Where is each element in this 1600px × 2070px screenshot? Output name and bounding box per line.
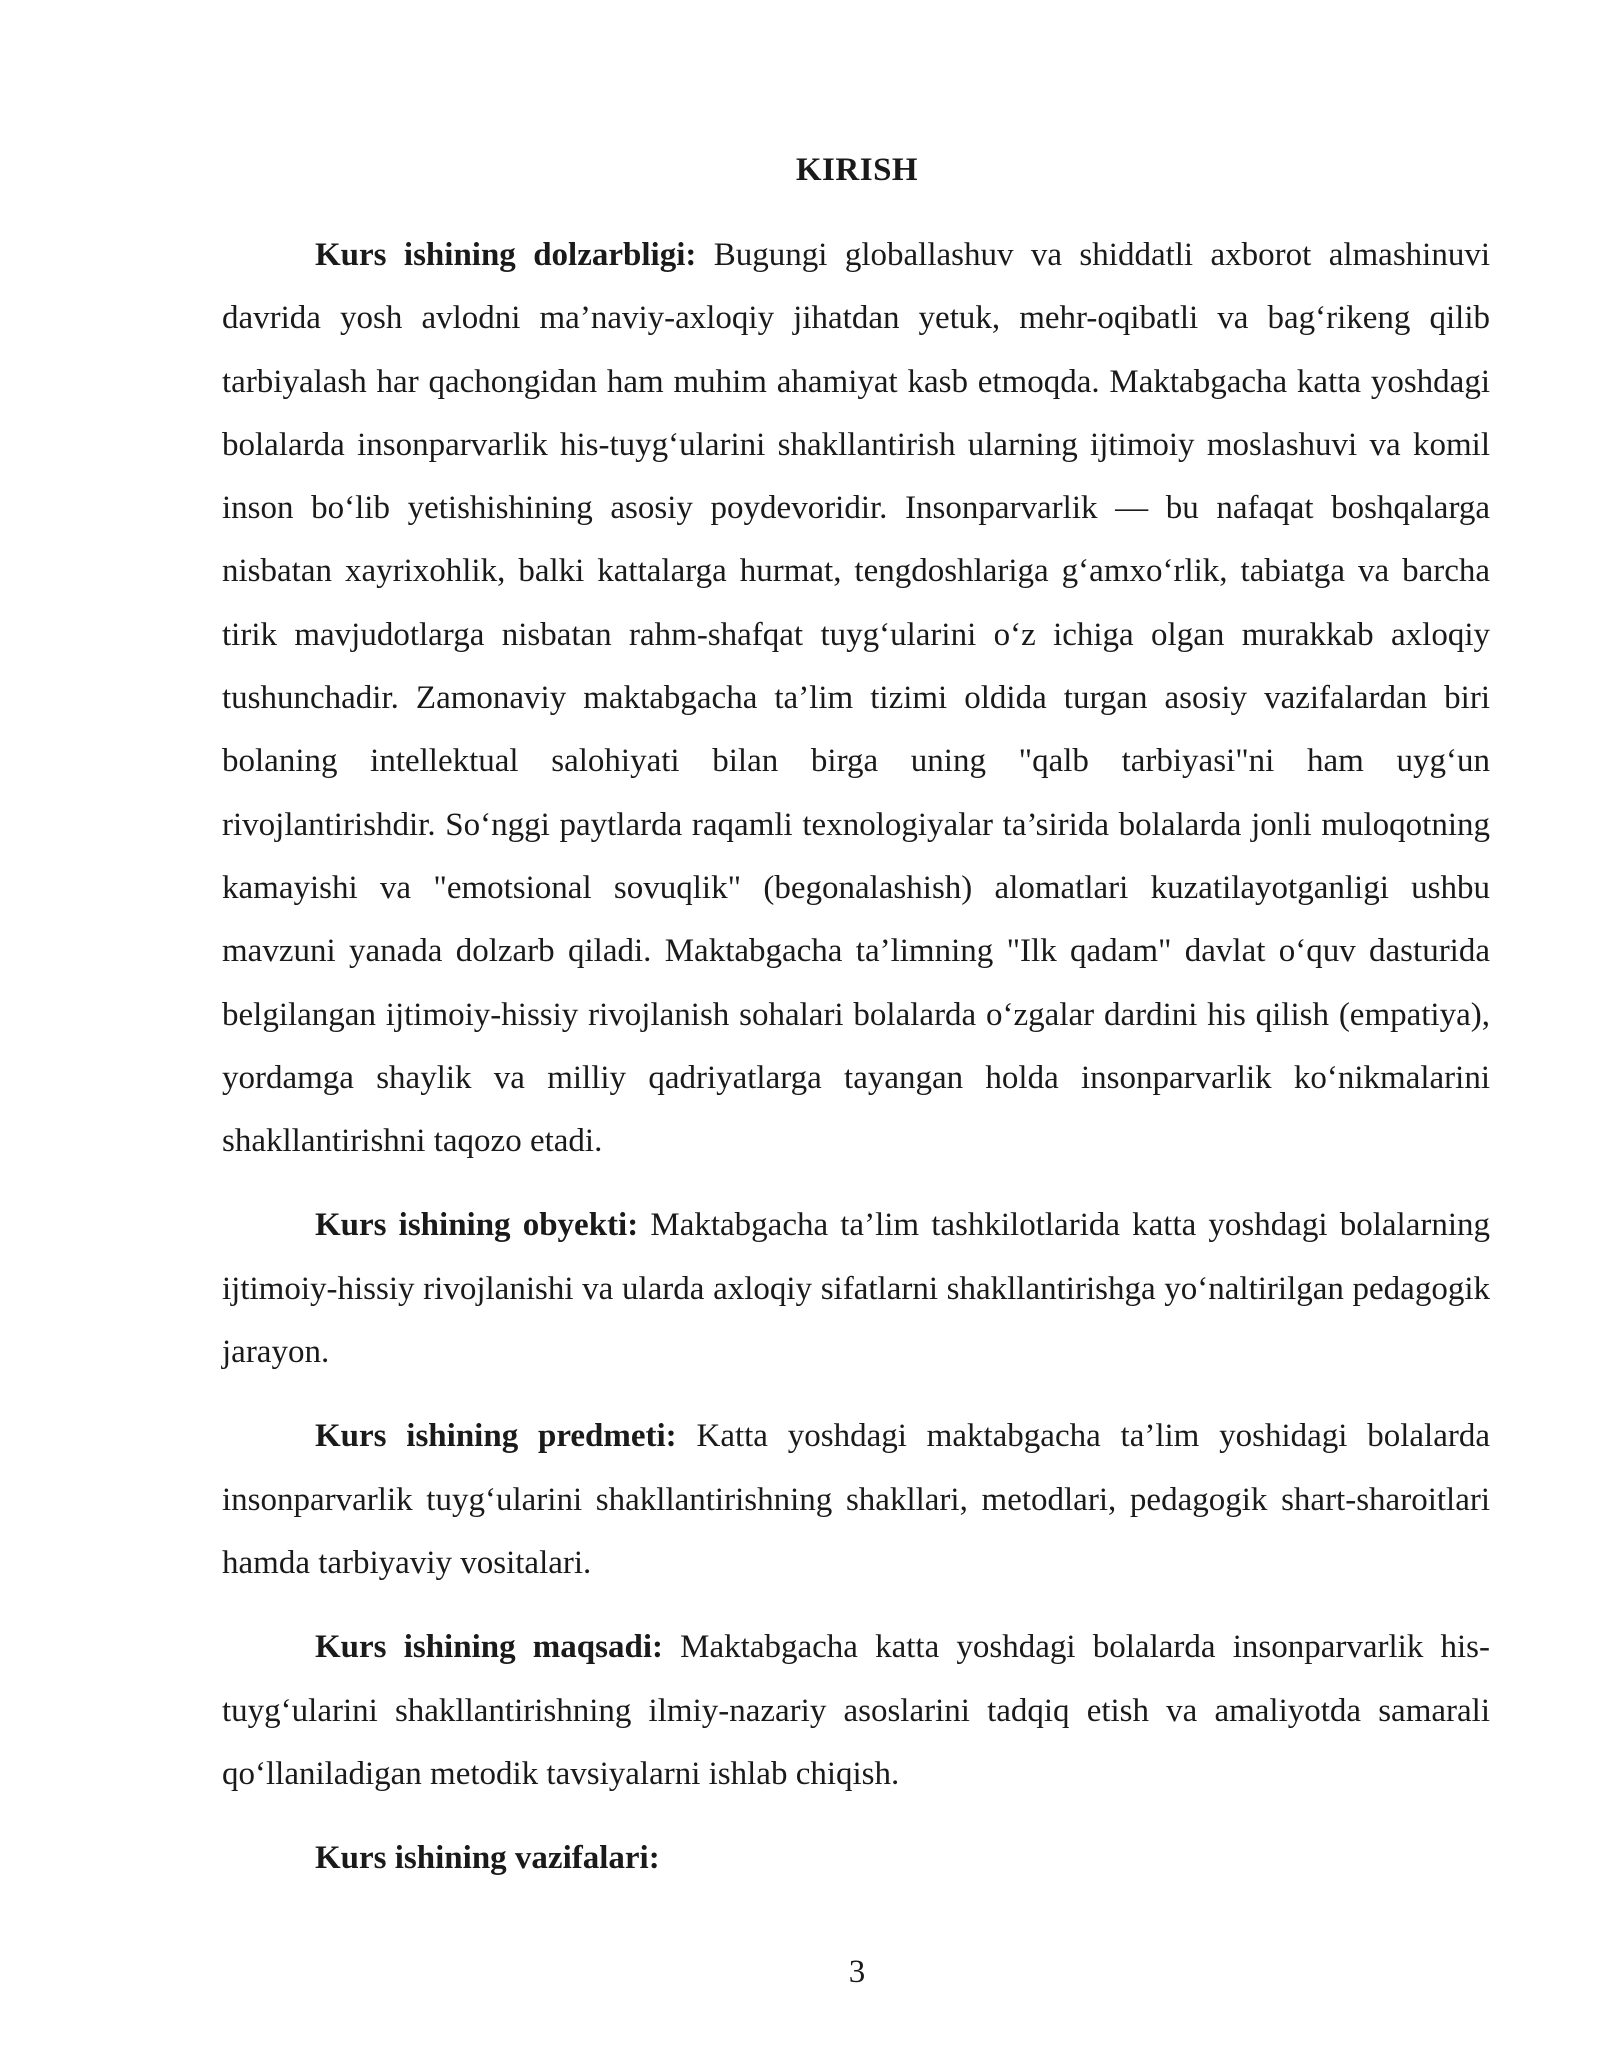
paragraph-text: Maktabgacha ta’lim tashkilotlarida katta yoshdagi bolalarning ijtimoiy-hissiy rivojlanishi va ularda axloqiy sifatlarni shakllantirishga yo‘naltirilgan pedagogik jarayon. <box>222 1207 1491 1371</box>
paragraph-goal <box>222 1616 1490 1806</box>
paragraph-text: Bugungi globallashuv va shiddatli axborot almashinuvi davrida yosh avlodni ma’naviy-axloqiy jihatdan yetuk, mehr-oqibatli va bag‘rikeng qilib tarbiyalash har qachongidan ham muhim ahamiyat kasb etmoqda. Maktabgacha katta yoshdagi bolalarda insonparvarlik his-tuyg‘ularini shakllantirish ularning ijtimoiy moslashuvi va komil inson bo‘lib yetishishining asosiy poydevoridir. Insonparvarlik — bu nafaqat boshqalarga nisbatan xayrixohlik, balki kattalarga hurmat, tengdoshlariga g‘amxo‘rlik, tabiatga va barcha tirik mavjudotlarga nisbatan rahm-shafqat tuyg‘ularini o‘z ichiga olgan murakkab axloqiy tushunchadir. Zamonaviy maktabgacha ta’lim tizimi oldida turgan asosiy vazifalardan biri bolaning intellektual salohiyati bilan birga uning "qalb tarbiyasi"ni ham uyg‘un rivojlantirishdir. So‘nggi paytlarda raqamli texnologiyalar ta’sirida bolalarda jonli muloqotning kamayishi va "emotsional sovuqlik" (begonalashish) alomatlari kuzatilayotganligi ushbu mavzuni yanada dolzarb qiladi. Maktabgacha ta’limning "Ilk qadam" davlat o‘quv dasturida belgilangan ijtimoiy-hissiy rivojlanish sohalari bolalarda o‘zgalar dardini his qilish (empatiya), yordamga shaylik va milliy qadriyatlarga tayangan holda insonparvarlik ko‘nikmalarini shakllantirishni taqozo etadi. <box>222 237 1490 1160</box>
section-heading: KIRISH <box>795 152 919 188</box>
paragraph-subject <box>222 1405 1490 1595</box>
paragraph-text: Katta yoshdagi maktabgacha ta’lim yoshidagi bolalarda insonparvarlik tuyg‘ularini shakllantirishning shakllari, metodlari, pedagogik shart-sharoitlari hamda tarbiyaviy vositalari. <box>222 1418 1491 1581</box>
paragraph-label: Kurs ishining dolzarbligi: <box>315 237 697 273</box>
paragraph-tasks <box>222 1827 1490 1890</box>
paragraph-label: Kurs ishining vazifalari: <box>315 1840 660 1877</box>
document-body <box>222 224 1490 1890</box>
paragraph-text: Maktabgacha katta yoshdagi bolalarda insonparvarlik his-tuyg‘ularini shakllantirishning ilmiy-nazariy asoslarini tadqiq etish va amaliyotda samarali qo‘llaniladigan metodik tavsiyalarni ishlab chiqish. <box>222 1629 1491 1792</box>
page-number: 3 <box>848 1954 866 1990</box>
paragraph-label: Kurs ishining obyekti: <box>315 1207 639 1244</box>
paragraph-object <box>222 1194 1490 1384</box>
paragraph-relevance <box>222 224 1490 1173</box>
paragraph-label: Kurs ishining maqsadi: <box>315 1629 663 1666</box>
paragraph-label: Kurs ishining predmeti: <box>315 1418 677 1455</box>
